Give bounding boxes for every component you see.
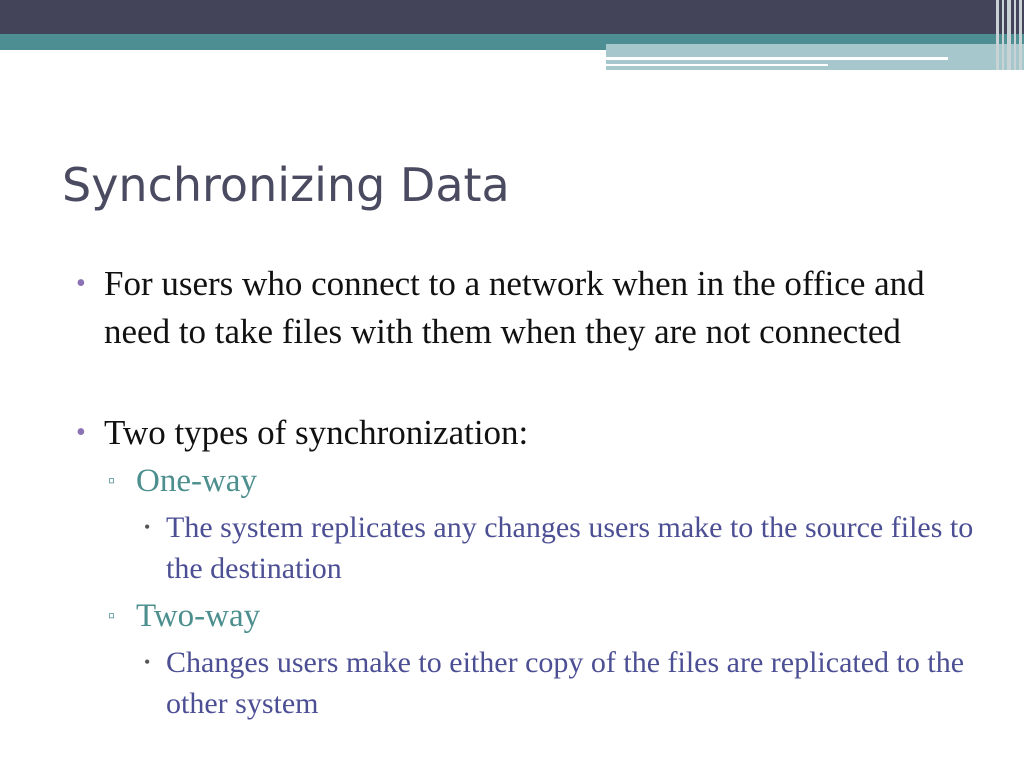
header-stripes xyxy=(994,0,1024,70)
bullet-text: For users who connect to a network when in the office and need to take files with them when they are not connected xyxy=(104,264,925,351)
detail-item xyxy=(144,642,986,724)
bullet-item xyxy=(76,409,984,457)
bullet-item xyxy=(76,260,984,356)
subbullet-text: Two-way xyxy=(136,598,261,634)
detail-item xyxy=(144,507,986,589)
subbullet-marker: ▫ xyxy=(108,470,116,492)
slide-title: Synchronizing Data xyxy=(62,158,510,212)
detail-marker: • xyxy=(144,517,151,537)
bullet-marker: • xyxy=(76,417,86,448)
subbullet-item xyxy=(108,459,986,503)
detail-text: Changes users make to either copy of the files are replicated to the other system xyxy=(166,646,965,720)
bullet-text: Two types of synchronization: xyxy=(104,413,529,452)
subbullet-marker: ▫ xyxy=(108,605,116,627)
subbullet-item xyxy=(108,594,986,638)
subbullet-text: One-way xyxy=(136,463,257,499)
header-line xyxy=(606,64,828,66)
header-line xyxy=(606,57,948,60)
header-bar-dark xyxy=(0,0,1024,34)
detail-marker: • xyxy=(144,652,151,672)
detail-text: The system replicates any changes users make to the source files to the destination xyxy=(166,511,974,585)
bullet-marker: • xyxy=(76,268,86,299)
